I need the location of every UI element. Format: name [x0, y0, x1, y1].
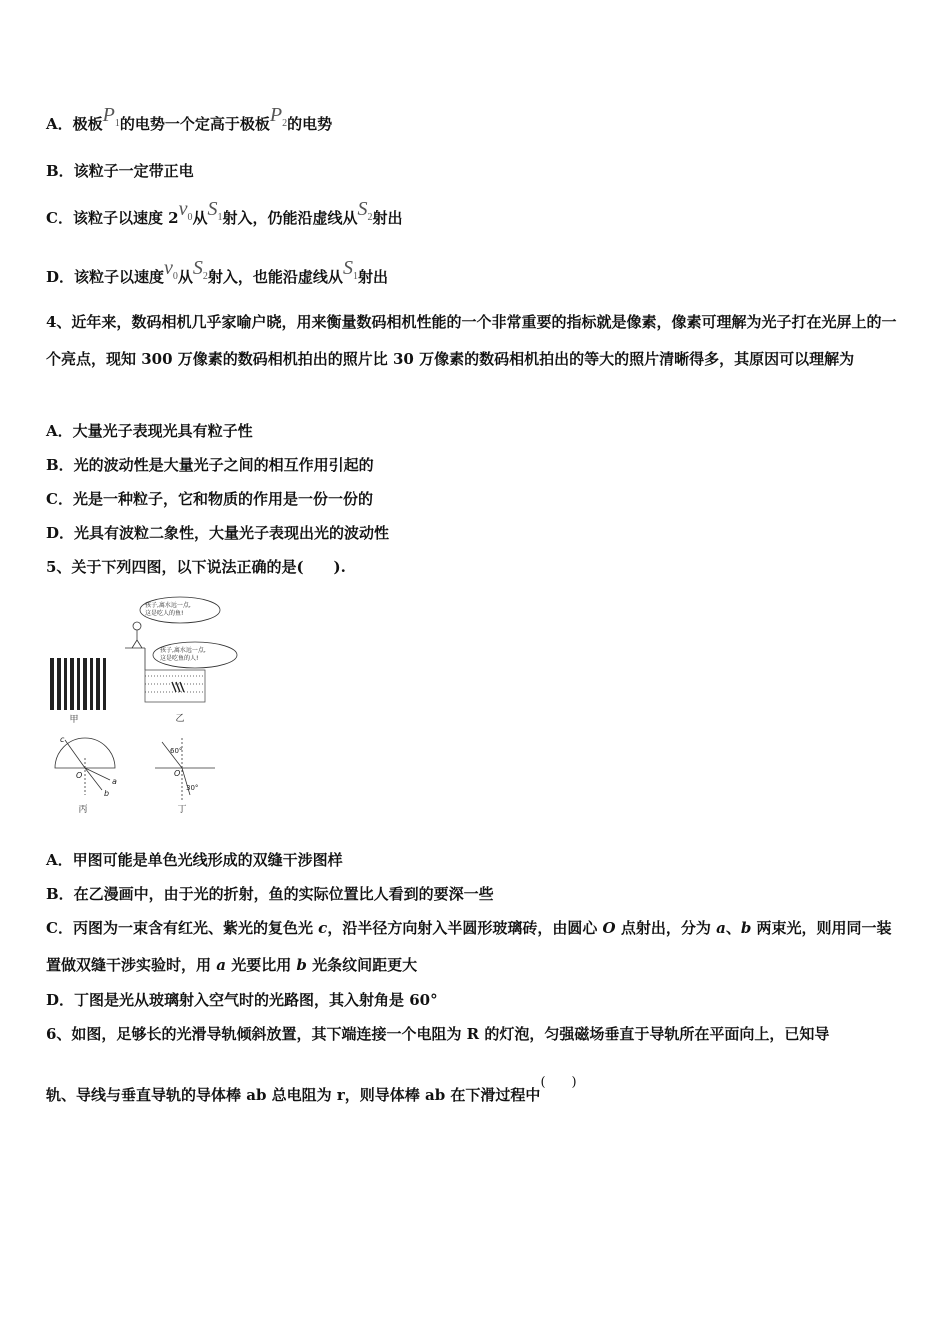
option-text: 射入，仍能沿虚线从: [222, 209, 358, 227]
option-text: 点射出，分为: [615, 919, 717, 937]
option-text: 射出: [357, 268, 388, 286]
math-S2: $S_2$: [357, 198, 373, 223]
var-b: b: [740, 919, 752, 937]
label-60: 60°: [170, 747, 183, 755]
bubble2-line1: 孩子,离水远一点,: [160, 647, 206, 654]
var-b: b: [296, 956, 307, 974]
bubble1-line2: 这是吃人的鱼!: [145, 610, 184, 617]
option-text: C．该粒子以速度 2: [46, 209, 179, 227]
label-b: b: [104, 789, 110, 798]
var-a: a: [216, 956, 226, 974]
math-P1: $P_1$: [102, 104, 120, 129]
q5-option-c[interactable]: [46, 910, 906, 984]
option-text: ，沿半径方向射入半圆形玻璃砖，由圆心: [327, 919, 603, 937]
q4-option-c[interactable]: C．光是一种粒子，它和物质的作用是一份一份的: [46, 490, 373, 508]
option-text: C．丙图为一束含有红光、紫光的复色光: [46, 919, 319, 937]
q5-option-b[interactable]: B．在乙漫画中，由于光的折射，鱼的实际位置比人看到的要深一些: [46, 885, 494, 903]
option-text: 射入，也能沿虚线从: [207, 268, 343, 286]
q6-stem-text: 轨、导线与垂直导轨的导体棒 ab 总电阻为 r，则导体棒 ab 在下滑过程中: [46, 1086, 541, 1104]
label-a: a: [112, 777, 117, 786]
q3-option-c[interactable]: [46, 198, 403, 236]
q3-option-a[interactable]: [46, 104, 333, 142]
math-P2: $P_2$: [269, 104, 288, 129]
fringe-pattern: [50, 658, 106, 710]
label-c: c: [60, 735, 65, 744]
math-v0: $v_0$: [164, 257, 178, 282]
q5-option-a[interactable]: A．甲图可能是单色光线形成的双缝干涉图样: [46, 851, 343, 869]
label-yi: 乙: [175, 714, 185, 724]
option-text: 从: [177, 268, 193, 286]
option-text: D．该粒子以速度: [46, 268, 165, 286]
q5-stem: 5、关于下列四图，以下说法正确的是( ).: [46, 558, 346, 576]
q6-stem-line1: 6、如图，足够长的光滑导轨倾斜放置，其下端连接一个电阻为 R 的灯泡，匀强磁场垂直于导轨所在平面向上，已知导: [46, 1025, 830, 1043]
option-text: 射出: [372, 209, 403, 227]
q4-option-b[interactable]: B．光的波动性是大量光子之间的相互作用引起的: [46, 456, 374, 474]
refraction-diagram: [155, 738, 215, 800]
option-text: A．极板: [46, 115, 103, 133]
q3-option-d[interactable]: [46, 257, 388, 295]
option-text: 的电势: [287, 115, 333, 133]
bubble2-line2: 这是吃鱼的人!: [160, 655, 199, 662]
q5-option-d[interactable]: D．丁图是光从玻璃射入空气时的光路图，其入射角是 60°: [46, 991, 438, 1009]
option-text: 、: [725, 919, 741, 937]
var-O: O: [602, 919, 616, 937]
bubble1-line1: 孩子,离水远一点,: [145, 602, 191, 609]
label-jia: 甲: [69, 715, 79, 725]
label-O2: O: [174, 769, 181, 778]
q3-option-b[interactable]: B．该粒子一定带正电: [46, 162, 194, 180]
q4-option-d[interactable]: D．光具有波粒二象性，大量光子表现出光的波动性: [46, 524, 390, 542]
q4-option-a[interactable]: A．大量光子表现光具有粒子性: [46, 422, 253, 440]
option-text: 光条纹间距更大: [306, 956, 418, 974]
label-bing: 丙: [78, 805, 88, 815]
q4-stem: 4、近年来，数码相机几乎家喻户晓，用来衡量数码相机性能的一个非常重要的指标就是像素，像素可理解为光子打在光屏上的一个亮点，现知 300 万像素的数码相机拍出的照片比 30 万像素的数码相机拍出的等大的照片清晰得多，其原因可以理解为: [46, 313, 897, 368]
var-c: c: [318, 919, 328, 937]
math-v0: $v_0$: [178, 198, 193, 223]
label-30: 30°: [186, 784, 199, 792]
math-S1: $S_1$: [342, 257, 358, 282]
q5-figure: [40, 590, 250, 820]
var-a: a: [716, 919, 726, 937]
answer-paren: ( ): [540, 1075, 577, 1090]
option-text: 两束光，则用同一装置做双缝干涉实验时，用: [46, 919, 892, 974]
option-text: 光要比用: [225, 956, 297, 974]
option-text: 的电势一个定高于极板: [119, 115, 270, 133]
option-text: 从: [192, 209, 208, 227]
math-S2: $S_2$: [192, 257, 208, 282]
label-ding: 丁: [177, 805, 187, 815]
q6-stem-line2: [46, 1075, 577, 1107]
label-O: O: [76, 771, 83, 780]
semicircle-glass: [55, 738, 115, 795]
math-S1: $S_1$: [207, 198, 223, 223]
